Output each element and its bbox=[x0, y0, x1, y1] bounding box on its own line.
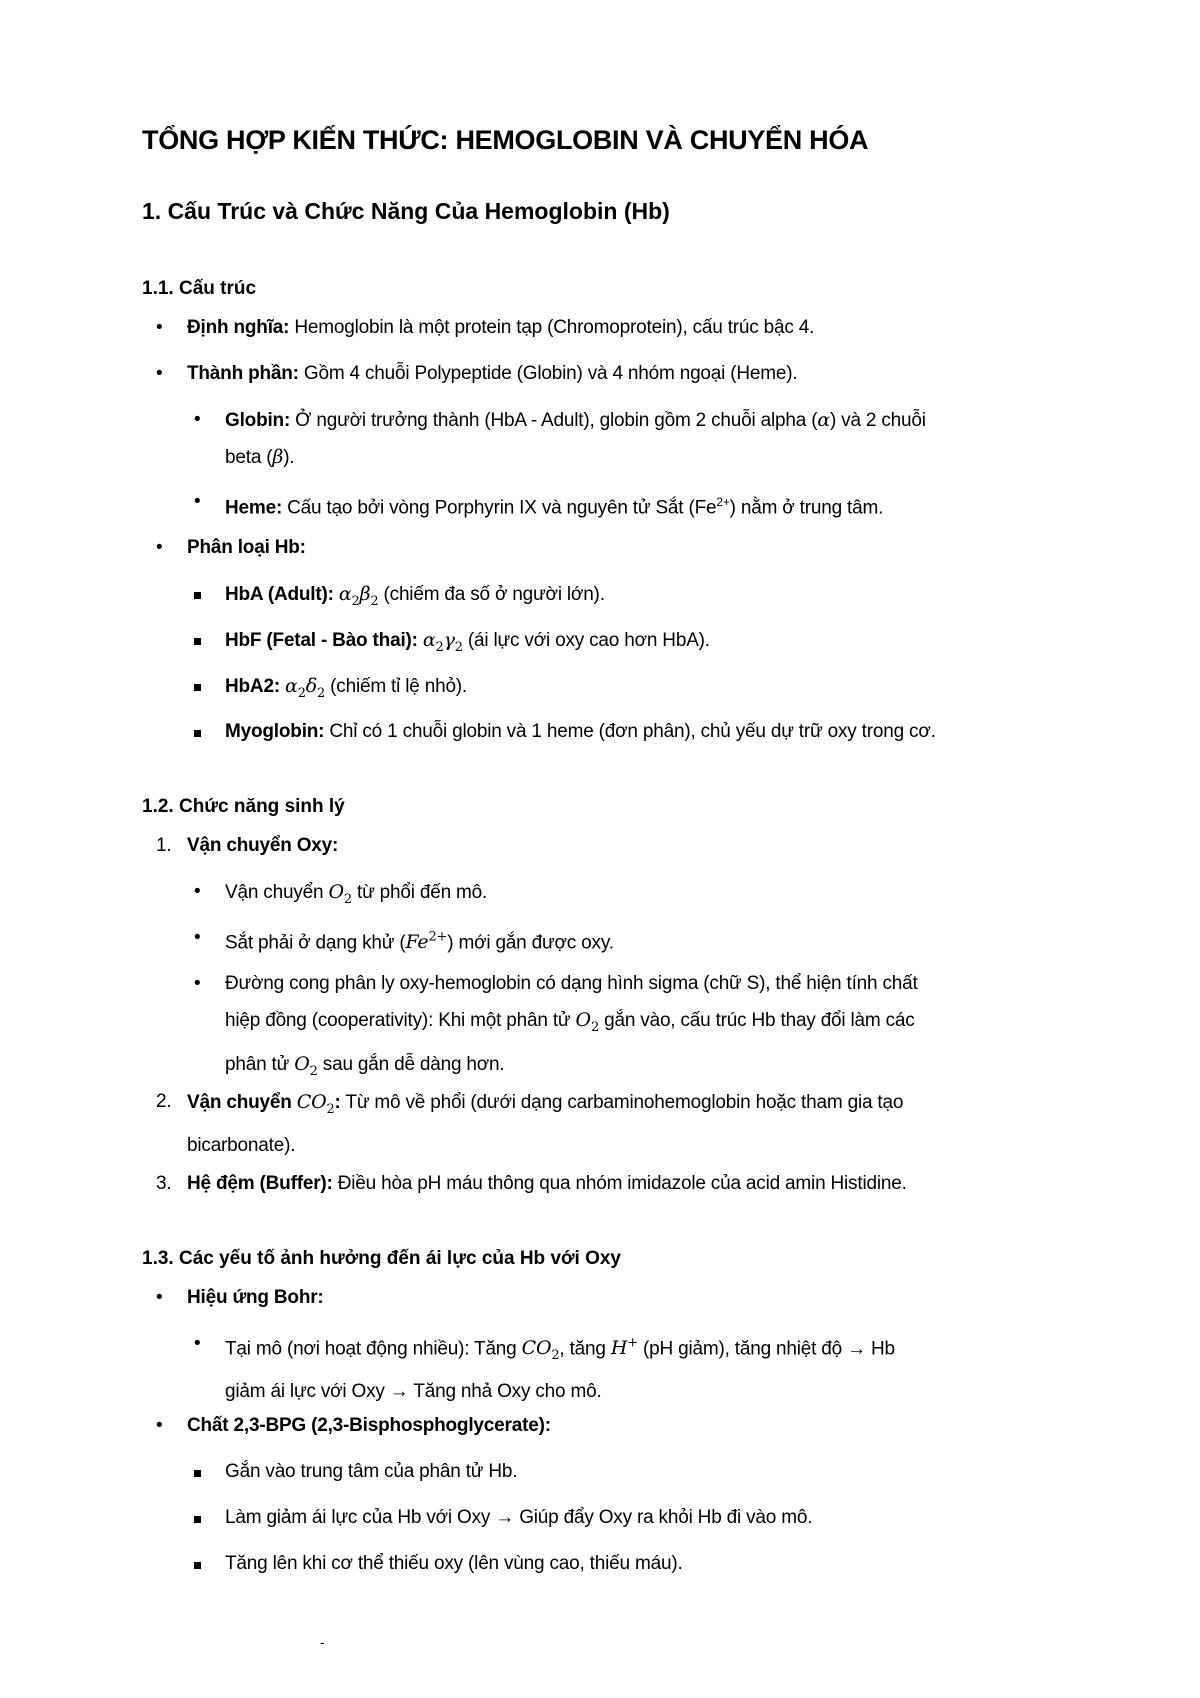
bullet-icon: • bbox=[194, 881, 201, 902]
footer-mark: - bbox=[320, 1634, 325, 1650]
section-1-2-heading: 1.2. Chức năng sinh lý bbox=[142, 796, 345, 817]
bullet-icon: • bbox=[156, 1287, 163, 1308]
square-bullet-icon bbox=[194, 1454, 224, 1490]
section-1-heading: 1. Cấu Trúc và Chức Năng Của Hemoglobin (Hb) bbox=[142, 198, 670, 224]
square-bullet-icon bbox=[194, 1500, 224, 1536]
bullet-icon: • bbox=[194, 973, 201, 994]
square-bullet-icon bbox=[194, 622, 224, 658]
bullet-icon: • bbox=[194, 409, 201, 430]
list-number: 2. bbox=[156, 1091, 172, 1112]
bullet-icon: • bbox=[156, 363, 163, 384]
bullet-icon: • bbox=[156, 1415, 163, 1436]
bullet-icon: • bbox=[194, 927, 201, 948]
square-bullet-icon bbox=[194, 1546, 224, 1582]
square-bullet-icon bbox=[194, 668, 224, 704]
section-1-3-heading: 1.3. Các yếu tố ảnh hưởng đến ái lực của Hb với Oxy bbox=[142, 1248, 621, 1269]
bullet-icon: • bbox=[194, 491, 201, 512]
document-title: TỔNG HỢP KIẾN THỨC: HEMOGLOBIN VÀ CHUYỂN HÓA bbox=[142, 125, 869, 155]
arrow-right-icon: → bbox=[495, 1507, 515, 1528]
arrow-right-icon: → bbox=[847, 1338, 866, 1360]
square-bullet-icon bbox=[194, 714, 224, 750]
list-number: 3. bbox=[156, 1173, 172, 1194]
square-bullet-icon bbox=[194, 576, 224, 612]
bullet-icon: • bbox=[194, 1333, 201, 1354]
bullet-icon: • bbox=[156, 537, 163, 558]
list-number: 1. bbox=[156, 835, 172, 856]
section-1-1-heading: 1.1. Cấu trúc bbox=[142, 278, 257, 299]
arrow-right-icon: → bbox=[389, 1381, 409, 1403]
document-page: TỔNG HỢP KIẾN THỨC: HEMOGLOBIN VÀ CHUYỂN HÓA 1. Cấu Trúc và Chức Năng Của Hemoglobin (Hb) 1.1. Cấu trúc • Định nghĩa: Hemoglobin là một protein tạp (Chromoprotein), cấu trúc bậc 4. • Thành phần: Gồm 4 chuỗi Polypeptide (Globin) và 4 nhóm ngoại (Heme). • Globin: Ở người trưởng thành (HbA - Adult), globin gồm 2 chuỗi alpha (α) và 2 chuỗi beta (β). • Heme: Cấu tạo bởi vòng Porphyrin IX và nguyên tử Sắt $(Fe^{2+})$ nằm ở trung tâm. • Phân loại Hb: HbA (Adult): $\alpha_2\beta_2$ (chiếm đa số ở người lớn). HbF (Fetal - Bào thai): $\alpha_2\gamma_2$ (ái lực với oxy cao hơn HbA). HbA2: $\alpha_2\delta_2$ (chiếm tỉ lệ nhỏ). Myoglobin: Chỉ có 1 chuỗi globin và 1 heme (đơn phân), chủ yếu dự trữ oxy trong cơ. 1.2. Chức năng sinh lý 1. Vận chuyển Oxy: • Vận chuyển $O_2$ từ phổi đến mô. • Sắt phải ở dạng khử $(Fe^{2+})$ mới gắn được oxy. • Đường cong phân ly oxy-hemoglobin có dạng hình sigma (chữ S), thể hiện tính chất hiệp đồng (cooperativity): Khi một phân tử $O_2$ gắn vào, cấu trúc Hb thay đổi làm các phân tử $O_2$ sau gắn dễ dàng hơn. 2. Vận chuyển $CO_2$: Từ mô về phổi (dưới dạng carbaminohemoglobin hoặc tham gia tạo bicarbonate). 3. Hệ đệm (Buffer): Điều hòa pH máu thông qua nhóm imidazole của acid amin Histidine. 1.3. Các yếu tố ảnh hưởng đến ái lực của Hb với Oxy • Hiệu ứng Bohr: • Tại mô (nơi hoạt động nhiều): Tăng $CO_2$, tăng H+ (pH giảm), tăng nhiệt độ → Hb giảm ái lực với Oxy → Tăng nhả Oxy cho mô. • Chất 2,3-BPG (2,3-Bisphosphoglycerate): Gắn vào trung tâm của phân tử Hb. Làm giảm ái lực của Hb với Oxy → Giúp đẩy Oxy ra khỏi Hb đi vào mô. Tăng lên khi cơ thể thiếu oxy (lên vùng cao, thiếu máu). bbox=[142, 120, 1072, 160]
bullet-icon: • bbox=[156, 317, 163, 338]
